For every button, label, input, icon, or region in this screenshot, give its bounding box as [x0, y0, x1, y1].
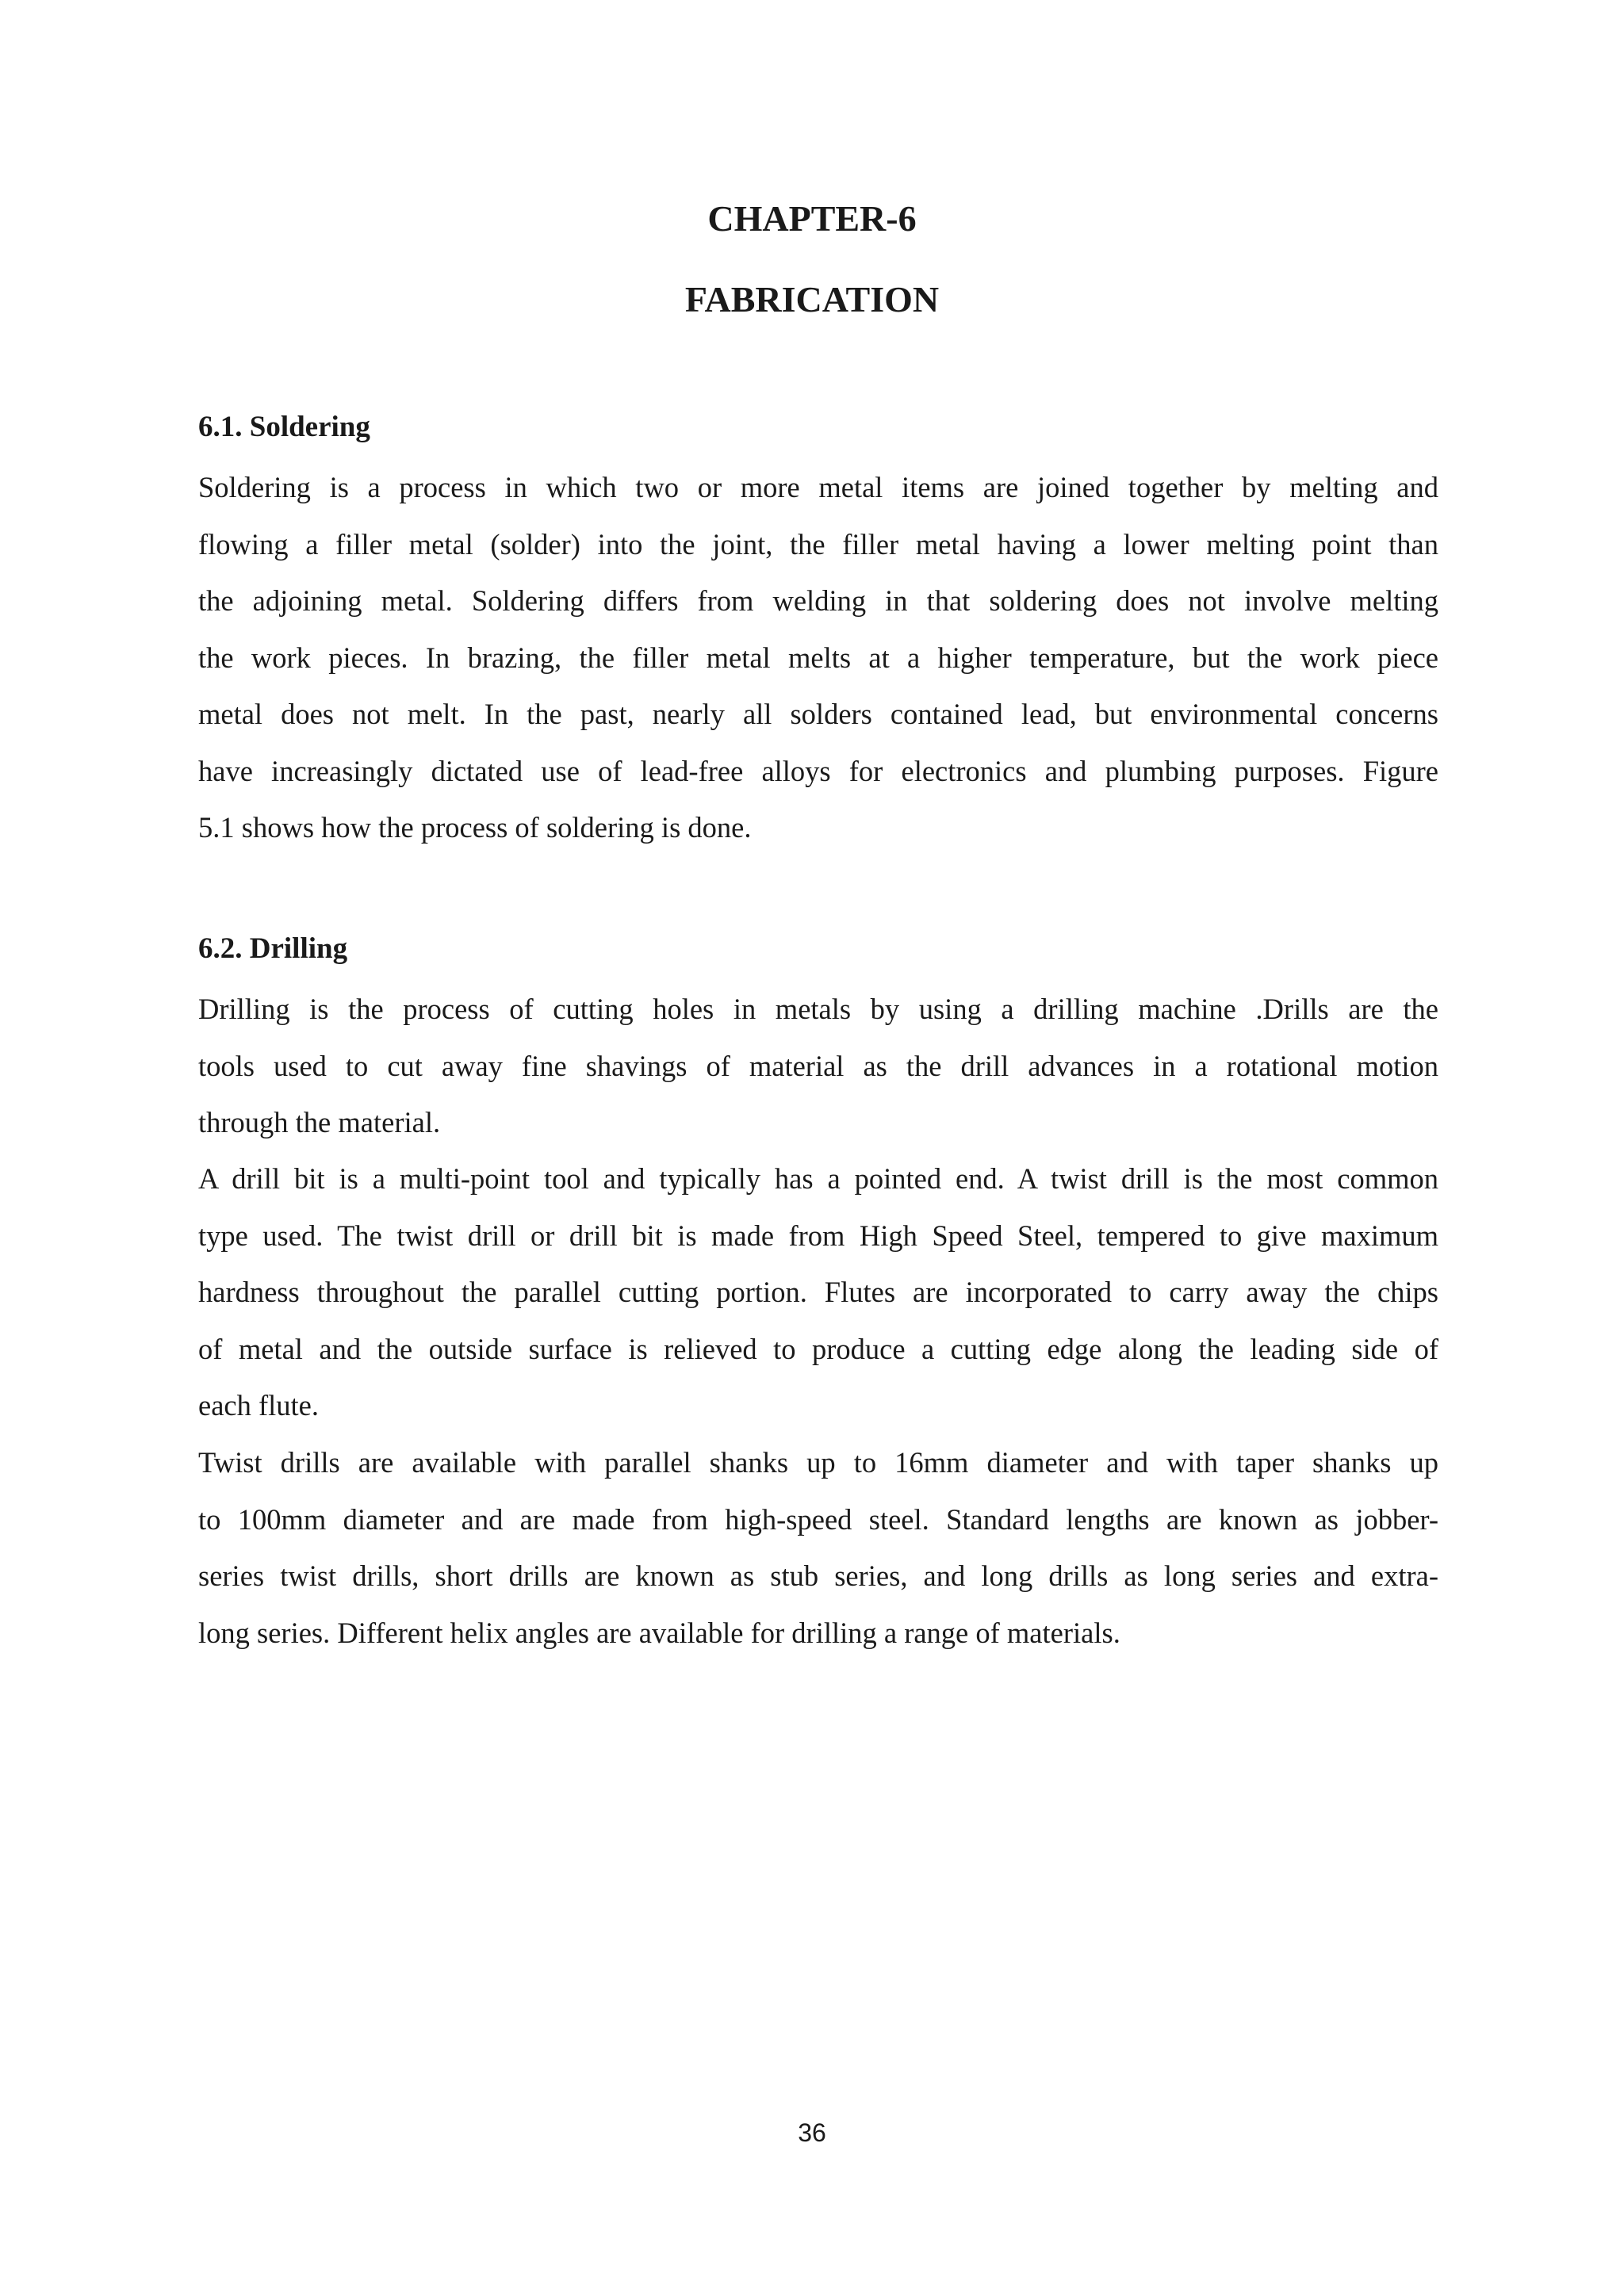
- paragraph-line: A drill bit is a multi-point tool and typically has a pointed end. A twist drill is the most common: [198, 1162, 1438, 1195]
- paragraph-line: hardness throughout the parallel cutting portion. Flutes are incorporated to carry away the chips: [198, 1276, 1438, 1308]
- chapter-title: CHAPTER-6: [707, 198, 917, 239]
- paragraph-line: have increasingly dictated use of lead-free alloys for electronics and plumbing purposes. Figure: [198, 754, 1438, 787]
- paragraph-line: metal does not melt. In the past, nearly all solders contained lead, but environmental concerns: [198, 698, 1438, 730]
- paragraph-line: type used. The twist drill or drill bit is made from High Speed Steel, tempered to give maximum: [198, 1219, 1438, 1252]
- paragraph-line: 5.1 shows how the process of soldering is done.: [198, 811, 752, 844]
- paragraph-line: through the material.: [198, 1106, 441, 1138]
- paragraph-twist-drills: [198, 1434, 1438, 1661]
- section-heading-drilling: 6.2. Drilling: [198, 932, 348, 965]
- paragraph-drilling-intro: [198, 981, 1438, 1151]
- paragraph-line: long series. Different helix angles are available for drilling a range of materials.: [198, 1616, 1120, 1649]
- section-heading-soldering: 6.1. Soldering: [198, 411, 370, 443]
- paragraph-line: Soldering is a process in which two or more metal items are joined together by melting and: [198, 471, 1438, 503]
- paragraph-line: flowing a filler metal (solder) into the joint, the filler metal having a lower melting point than: [198, 527, 1438, 561]
- paragraph-line: Drilling is the process of cutting holes in metals by using a drilling machine .Drills are the: [198, 993, 1438, 1025]
- paragraph-line: the work pieces. In brazing, the filler metal melts at a higher temperature, but the work piece: [198, 641, 1438, 674]
- paragraph-line: Twist drills are available with parallel shanks up to 16mm diameter and with taper shanks up: [198, 1446, 1438, 1479]
- paragraph-line: to 100mm diameter and are made from high-speed steel. Standard lengths are known as jobber-: [198, 1502, 1438, 1536]
- page-number: 36: [798, 2118, 826, 2147]
- paragraph-line: tools used to cut away fine shavings of material as the drill advances in a rotational motion: [198, 1049, 1438, 1082]
- paragraph-line: each flute.: [198, 1389, 319, 1422]
- paragraph-soldering: [198, 459, 1438, 856]
- paragraph-drill-bit: [198, 1150, 1438, 1434]
- chapter-subtitle: FABRICATION: [684, 279, 940, 320]
- paragraph-line: the adjoining metal. Soldering differs from welding in that soldering does not involve melting: [198, 584, 1438, 617]
- paragraph-line: series twist drills, short drills are known as stub series, and long drills as long series and extra-: [198, 1559, 1438, 1592]
- paragraph-line: of metal and the outside surface is relieved to produce a cutting edge along the leading side of: [198, 1332, 1438, 1365]
